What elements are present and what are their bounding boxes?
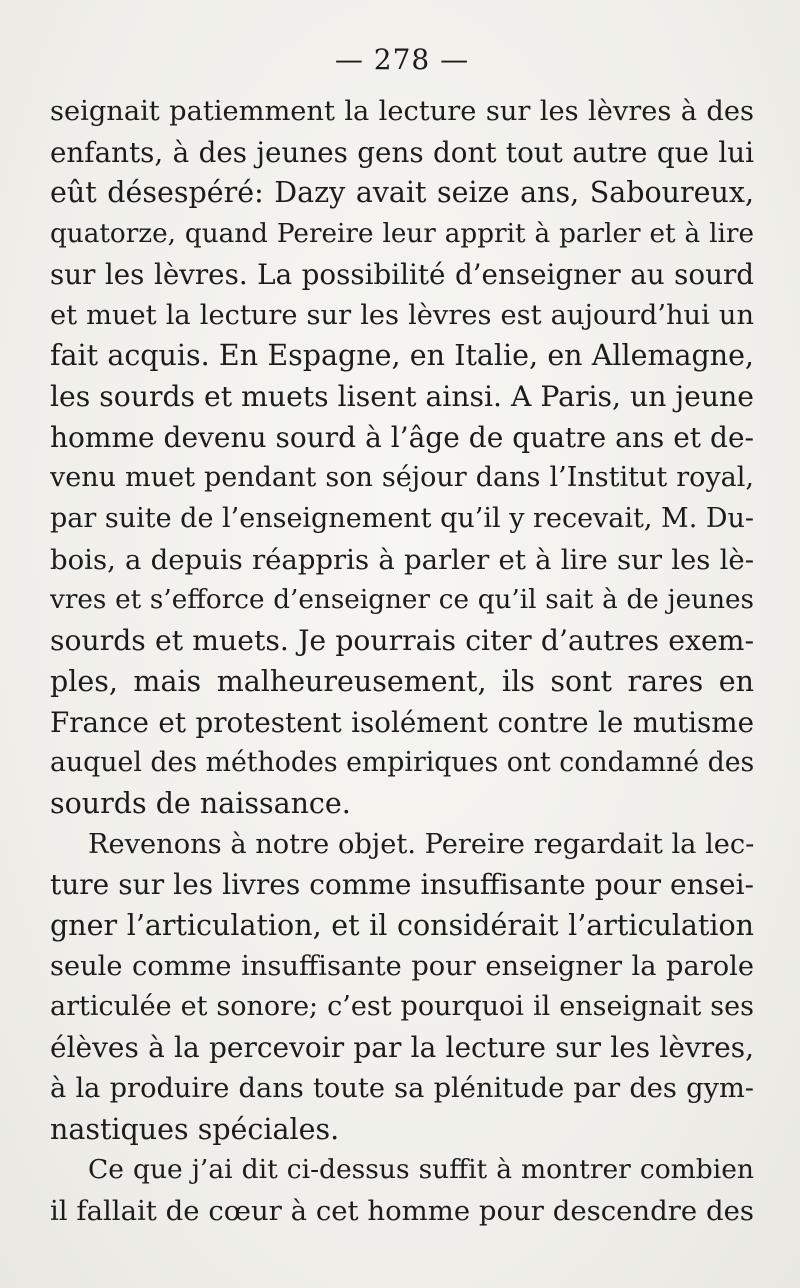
text-line: enfants, à des jeunes gens dont tout autre que lui	[50, 135, 754, 169]
paragraph-1	[50, 92, 754, 825]
text-line: les sourds et muets lisent ainsi. A Paris, un jeune	[50, 379, 754, 413]
text-line: gner l’articulation, et il considérait l’articulation	[50, 909, 754, 943]
text-line: ture sur les livres comme insuffisante pour ensei-	[50, 868, 754, 902]
text-line: France et protestent isolément contre le mutisme	[50, 705, 754, 739]
page-number: — 278 —	[334, 43, 470, 76]
text-line: élèves à la percevoir par la lecture sur les lèvres,	[50, 1031, 754, 1065]
text-line: nastiques spéciales.	[50, 1112, 340, 1146]
text-line: venu muet pendant son séjour dans l’Institut royal,	[50, 462, 754, 494]
text-line: et muet la lecture sur les lèvres est aujourd’hui un	[50, 299, 754, 331]
text-line: sur les lèvres. La possibilité d’enseigner au sourd	[50, 257, 754, 291]
text-line: bois, a depuis réappris à parler et à lire sur les lè-	[50, 543, 754, 576]
text-line: eût désespéré: Dazy avait seize ans, Saboureux,	[50, 176, 754, 210]
text-line: fait acquis. En Espagne, en Italie, en Allemagne,	[50, 339, 754, 373]
text-line: homme devenu sourd à l’âge de quatre ans et de-	[50, 420, 754, 454]
text-line: Ce que j’ai dit ci-dessus suffit à montrer combien	[88, 1154, 754, 1186]
text-line: à la produire dans toute sa plénitude par des gym-	[50, 1072, 754, 1104]
text-line: quatorze, quand Pereire leur apprit à parler et à lire	[50, 219, 754, 250]
text-line: il fallait de cœur à cet homme pour descendre des	[50, 1194, 754, 1227]
text-line: seule comme insuffisante pour enseigner la parole	[50, 950, 754, 982]
paragraph-3	[50, 1150, 754, 1231]
text-line: sourds de naissance.	[50, 786, 351, 820]
text-line: auquel des méthodes empiriques ont condamné des	[50, 747, 754, 779]
text-line: Revenons à notre objet. Pereire regardait la lec-	[88, 828, 754, 860]
text-line: articulée et sonore; c’est pourquoi il enseignait ses	[50, 991, 754, 1023]
text-line: vres et s’efforce d’enseigner ce qu’il sait à de jeunes	[50, 585, 754, 616]
text-line: sourds et muets. Je pourrais citer d’autres exem-	[50, 624, 754, 658]
paragraph-2	[50, 825, 754, 1151]
text-line: seignait patiemment la lecture sur les lèvres à des	[50, 96, 754, 127]
text-line: ples, mais malheureusement, ils sont rares en	[50, 664, 754, 698]
text-line: par suite de l’enseignement qu’il y recevait, M. Du-	[50, 503, 754, 535]
